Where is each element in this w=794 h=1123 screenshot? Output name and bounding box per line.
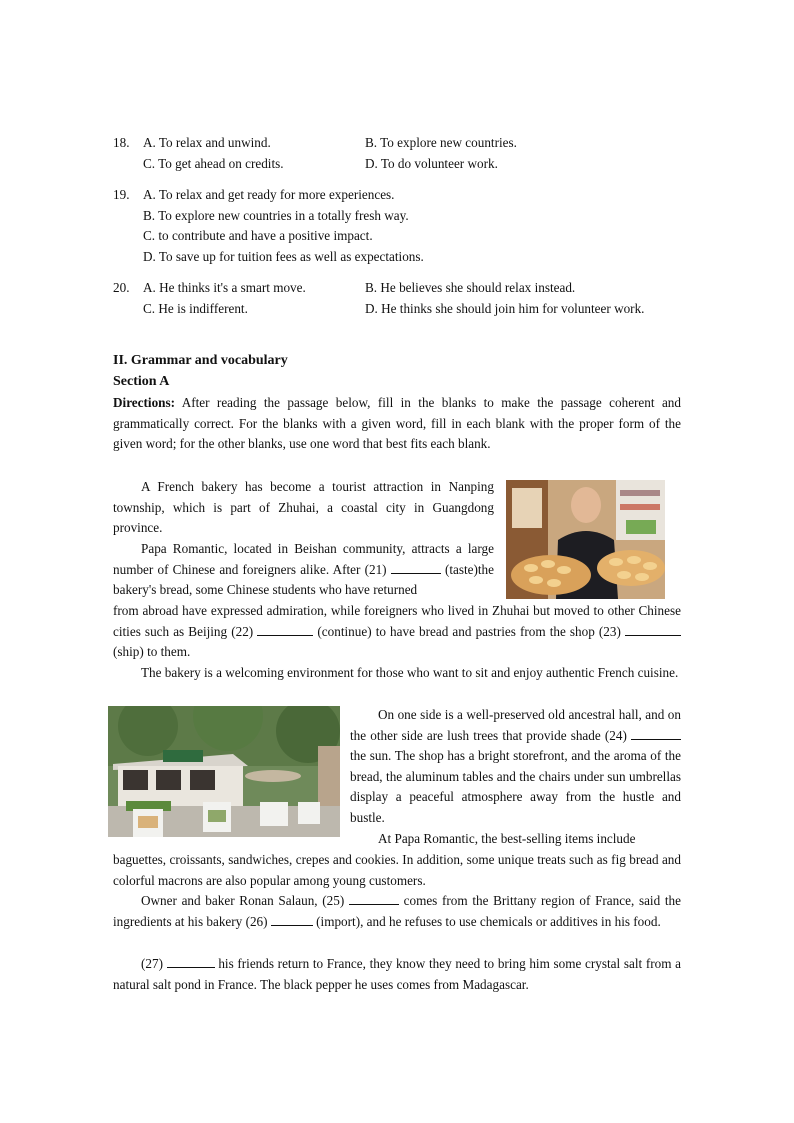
paragraph-4-text-a: On one side is a well-preserved old ancestral hall, and on the other side are lush trees that provide shade (24) [350,707,681,743]
paragraph-6 [113,891,681,932]
paragraph-7-text-b: his friends return to France, they know they need to bring him some crystal salt from a natural salt pond in France. The black pepper he uses comes from Madagascar. [113,956,681,992]
blank-27[interactable] [167,955,215,968]
blank-26[interactable] [271,913,313,926]
q19-option-a: A. To relax and get ready for more experiences. [143,187,395,202]
paragraph-7-text-a: (27) [141,956,167,971]
paragraph-2-cont [113,601,681,663]
blank-22[interactable] [257,623,313,636]
q20-number: 20. [113,280,130,295]
paragraph-2-text-b: (taste)the bakery's bread, some Chinese students who have returned [113,561,494,598]
paragraph-7 [113,954,681,995]
q19-option-d: D. To save up for tuition fees as well as expectations. [143,249,424,264]
paragraph-5-cont: baguettes, croissants, sandwiches, crepes and cookies. In addition, some unique treats such as fig bread and colorful macrons are also popular among young customers. [113,852,681,888]
q18-option-a: A. To relax and unwind. [143,135,271,150]
q20-option-a: A. He thinks it's a smart move. [143,280,306,295]
paragraph-3: The bakery is a welcoming environment for those who want to sit and enjoy authentic French cuisine. [141,665,679,680]
blank-25[interactable] [349,892,399,905]
directions-text: After reading the passage below, fill in the blanks to make the passage coherent and grammatically correct. For the blanks with a given word, fill in each blank with the proper form of the given word; for the other blanks, use one word that best fits each blank. [113,395,681,452]
paragraph-4 [350,705,681,829]
q20-option-d: D. He thinks she should join him for volunteer work. [365,301,645,316]
q18-option-d: D. To do volunteer work. [365,156,498,171]
paragraph-6-text-a: Owner and baker Ronan Salaun, (25) [141,893,349,908]
q19-option-b: B. To explore new countries in a totally fresh way. [143,208,409,223]
paragraph-2-text-a: Papa Romantic, located in Beishan community, attracts a large number of Chinese and foreigners alike. After (21) [113,541,494,577]
section-subtitle: Section A [113,374,170,389]
storefront-photo [108,706,340,837]
q18-option-b: B. To explore new countries. [365,135,517,150]
q18-option-c: C. To get ahead on credits. [143,156,284,171]
q18-number: 18. [113,135,130,150]
directions [113,393,681,455]
q19-option-c: C. to contribute and have a positive impact. [143,228,373,243]
directions-label: Directions: [113,395,176,410]
paragraph-2-text-c: from abroad have expressed admiration, while foreigners who lived in Zhuhai but moved to other Chinese cities such as Beijing (22) [113,603,681,639]
blank-21[interactable] [391,561,441,574]
paragraph-6-text-c: (import), and he refuses to use chemicals or additives in his food. [312,913,661,929]
paragraph-2-text-d: (continue) to have bread and pastries from the shop (23) [313,623,625,639]
q20-option-c: C. He is indifferent. [143,301,248,316]
paragraph-4-text-b: the sun. The shop has a bright storefront, and the aroma of the bread, the aluminum tables and the chairs under sun umbrellas display a peaceful atmosphere away from the hustle and bustle. [350,748,681,825]
section-title: II. Grammar and vocabulary [113,353,288,368]
paragraph-6-text-b: comes from the Brittany region of France, said the ingredients at his bakery (26) [113,893,681,929]
q20-option-b: B. He believes she should relax instead. [365,280,576,295]
baker-photo [506,480,665,599]
paragraph-5-start: At Papa Romantic, the best-selling items include [378,831,636,846]
blank-23[interactable] [625,623,681,636]
blank-24[interactable] [631,727,681,740]
q19-number: 19. [113,187,130,202]
paragraph-2-start [113,539,494,601]
paragraph-1: A French bakery has become a tourist attraction in Nanping township, which is part of Zhuhai, a coastal city in Guangdong province. [113,479,494,536]
paragraph-2-text-e: (ship) to them. [113,644,191,660]
